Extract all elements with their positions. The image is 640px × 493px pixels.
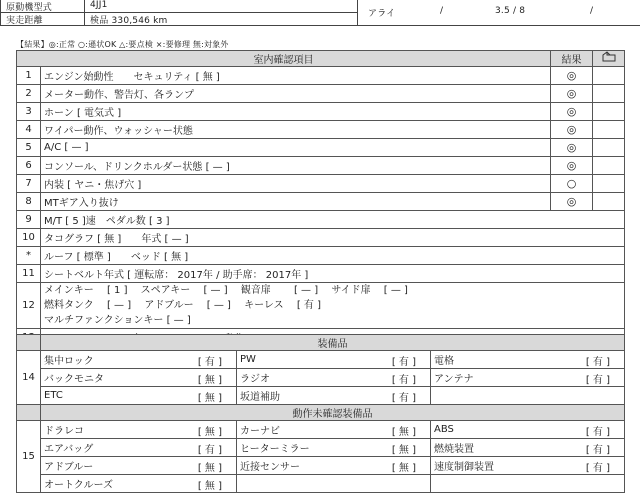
equipment-header: 装備品 bbox=[41, 335, 625, 351]
inspection-row bbox=[17, 193, 625, 211]
equipment-name: オートクルーズ bbox=[44, 480, 113, 491]
equipment-row bbox=[17, 369, 625, 387]
equipment-cell bbox=[237, 475, 431, 493]
row-number: 6 bbox=[17, 157, 41, 175]
align-slash: / bbox=[440, 6, 444, 16]
row-text: A/C [ — ] bbox=[41, 139, 551, 157]
equipment-table bbox=[16, 334, 625, 493]
equipment-value: [ 有 ] bbox=[585, 357, 611, 368]
inspection-row bbox=[17, 139, 625, 157]
equipment-name: ABS bbox=[434, 424, 454, 435]
equipment-cell bbox=[41, 439, 237, 457]
keys-line: メインキー [ 1 ] スペアキー [ — ] 観音扉 [ — ] サイド扉 [ — ] bbox=[44, 285, 408, 296]
equipment-cell bbox=[237, 439, 431, 457]
result-mark: ◎ bbox=[551, 139, 593, 157]
row-number: 14 bbox=[17, 351, 41, 405]
inspection-header: 室内確認項目 bbox=[17, 51, 551, 67]
equipment-cell bbox=[237, 421, 431, 439]
equipment-name: 坂道補助 bbox=[240, 392, 280, 403]
equipment-value: [ 無 ] bbox=[391, 445, 416, 456]
equipment-name: アンテナ bbox=[434, 374, 474, 385]
equipment-cell bbox=[431, 439, 625, 457]
row-text: タコグラフ [ 無 ] 年式 [ — ] bbox=[41, 229, 625, 247]
equipment-name: バックモニタ bbox=[44, 374, 104, 385]
mileage-value: 検品 330,546 km bbox=[90, 16, 168, 26]
empty-cell bbox=[593, 121, 625, 139]
equipment-cell bbox=[41, 421, 237, 439]
equipment-name: ヒーターミラー bbox=[240, 444, 310, 455]
row-text: シートベルト年式 [ 運転席： 2017年 / 助手席： 2017年 ] bbox=[41, 265, 625, 283]
result-mark: ◎ bbox=[551, 67, 593, 85]
equipment-value: [ 無 ] bbox=[197, 393, 222, 404]
equipment-cell bbox=[431, 387, 625, 405]
equipment-cell bbox=[431, 369, 625, 387]
equipment-cell bbox=[41, 457, 237, 475]
equipment-row bbox=[17, 439, 625, 457]
empty-cell bbox=[593, 175, 625, 193]
equipment-name: 電格 bbox=[434, 356, 454, 367]
equipment-cell bbox=[237, 457, 431, 475]
equipment-name: 速度制御装置 bbox=[434, 462, 494, 473]
row-number: 1 bbox=[17, 67, 41, 85]
equipment-value: [ 有 ] bbox=[391, 375, 416, 386]
equipment-cell bbox=[431, 475, 625, 493]
inspection-row bbox=[17, 67, 625, 85]
inspection-table bbox=[16, 50, 625, 347]
row-number: 7 bbox=[17, 175, 41, 193]
row-text: ホーン [ 電気式 ] bbox=[41, 103, 551, 121]
row-number: 4 bbox=[17, 121, 41, 139]
row-number: 12 bbox=[17, 283, 41, 329]
align-slash: / bbox=[590, 6, 594, 16]
inspection-row bbox=[17, 103, 625, 121]
equipment-name: PW bbox=[240, 354, 256, 365]
engine-box bbox=[0, 0, 358, 26]
row-text: MTギア入り抜け bbox=[41, 193, 551, 211]
empty-cell bbox=[593, 193, 625, 211]
align-value: 3.5 / 8 bbox=[495, 6, 526, 16]
empty-cell bbox=[593, 139, 625, 157]
equipment-cell bbox=[431, 421, 625, 439]
equipment-cell bbox=[237, 351, 431, 369]
inspection-row bbox=[17, 85, 625, 103]
row-text: メーター動作、警告灯、各ランプ bbox=[41, 85, 551, 103]
equipment-cell bbox=[41, 351, 237, 369]
row-text: ルーフ [ 標準 ] ベッド [ 無 ] bbox=[41, 247, 625, 265]
equipment-cell bbox=[431, 457, 625, 475]
row-number: 2 bbox=[17, 85, 41, 103]
mileage-label: 実走距離 bbox=[6, 16, 43, 26]
equipment-name: 近接センサー bbox=[240, 462, 300, 473]
empty-cell bbox=[593, 157, 625, 175]
equipment-row bbox=[17, 475, 625, 493]
empty-cell bbox=[593, 103, 625, 121]
equipment-name: ドラレコ bbox=[44, 426, 84, 437]
result-legend: 【結果】◎:正常 ○:遜状OK △:要点検 ×:要修理 無:対象外 bbox=[16, 40, 229, 49]
equipment-value: [ 有 ] bbox=[197, 357, 222, 368]
equipment-cell bbox=[41, 387, 237, 405]
equipment-row bbox=[17, 421, 625, 439]
equipment-value: [ 有 ] bbox=[585, 375, 611, 386]
equipment-value: [ 有 ] bbox=[197, 445, 222, 456]
equipment-value: [ 有 ] bbox=[585, 427, 611, 438]
result-mark: ◎ bbox=[551, 193, 593, 211]
equipment-value: [ 有 ] bbox=[585, 463, 611, 474]
equipment-cell bbox=[237, 387, 431, 405]
engine-label: 原動機型式 bbox=[6, 3, 53, 13]
result-mark: ○ bbox=[551, 175, 593, 193]
equipment-name: 集中ロック bbox=[44, 356, 94, 367]
row-number: 9 bbox=[17, 211, 41, 229]
engine-value: 4JJ1 bbox=[90, 0, 108, 10]
equipment-value: [ 有 ] bbox=[585, 445, 611, 456]
equipment-value: [ 有 ] bbox=[391, 357, 416, 368]
row-number: * bbox=[17, 247, 41, 265]
divider bbox=[0, 12, 358, 13]
empty-cell bbox=[593, 67, 625, 85]
row-number: 15 bbox=[17, 421, 41, 493]
equipment-name: ラジオ bbox=[240, 374, 270, 385]
keys-cell bbox=[41, 283, 625, 329]
equipment-row bbox=[17, 457, 625, 475]
inspection-row bbox=[17, 157, 625, 175]
row-number: 5 bbox=[17, 139, 41, 157]
equipment-value: [ 無 ] bbox=[391, 463, 416, 474]
equipment-row bbox=[17, 351, 625, 369]
equipment-name: エアバッグ bbox=[44, 444, 94, 455]
row-text: コンソール、ドリンクホルダー状態 [ — ] bbox=[41, 157, 551, 175]
equipment-value: [ 無 ] bbox=[197, 463, 222, 474]
equipment-name: ETC bbox=[44, 390, 63, 401]
row-number: 8 bbox=[17, 193, 41, 211]
row-text: エンジン始動性 セキュリティ [ 無 ] bbox=[41, 67, 551, 85]
equipment-name: アドブルー bbox=[44, 462, 94, 473]
equipment-value: [ 無 ] bbox=[197, 375, 222, 386]
result-mark: ◎ bbox=[551, 85, 593, 103]
unconfirmed-header: 動作未確認装備品 bbox=[41, 405, 625, 421]
equipment-name: カーナビ bbox=[240, 426, 280, 437]
equipment-cell bbox=[41, 475, 237, 493]
equipment-value: [ 無 ] bbox=[391, 427, 416, 438]
inspection-row bbox=[17, 175, 625, 193]
row-text: 内装 [ ヤニ・焦げ穴 ] bbox=[41, 175, 551, 193]
align-label: アライ bbox=[368, 9, 396, 19]
empty-cell bbox=[593, 85, 625, 103]
keys-line: マルチファンクションキー [ — ] bbox=[44, 315, 191, 326]
equipment-cell bbox=[41, 369, 237, 387]
result-mark: ◎ bbox=[551, 157, 593, 175]
edit-icon[interactable] bbox=[593, 51, 625, 67]
equipment-value: [ 無 ] bbox=[197, 481, 222, 492]
row-text: ワイパー動作、ウォッシャー状態 bbox=[41, 121, 551, 139]
result-mark: ◎ bbox=[551, 103, 593, 121]
row-number: 3 bbox=[17, 103, 41, 121]
equipment-cell bbox=[431, 351, 625, 369]
result-header: 結果 bbox=[551, 51, 593, 67]
result-mark: ◎ bbox=[551, 121, 593, 139]
equipment-value: [ 無 ] bbox=[197, 427, 222, 438]
row-number: 11 bbox=[17, 265, 41, 283]
inspection-row bbox=[17, 121, 625, 139]
equipment-row bbox=[17, 387, 625, 405]
keys-line: 燃料タンク [ — ] アドブルー [ — ] キーレス [ 有 ] bbox=[44, 300, 321, 311]
equipment-value: [ 有 ] bbox=[391, 393, 416, 404]
divider bbox=[84, 0, 85, 26]
row-number: 10 bbox=[17, 229, 41, 247]
equipment-name: 燃焼装置 bbox=[434, 444, 474, 455]
row-text: M/T [ 5 ]速 ペダル数 [ 3 ] bbox=[41, 211, 625, 229]
equipment-cell bbox=[237, 369, 431, 387]
